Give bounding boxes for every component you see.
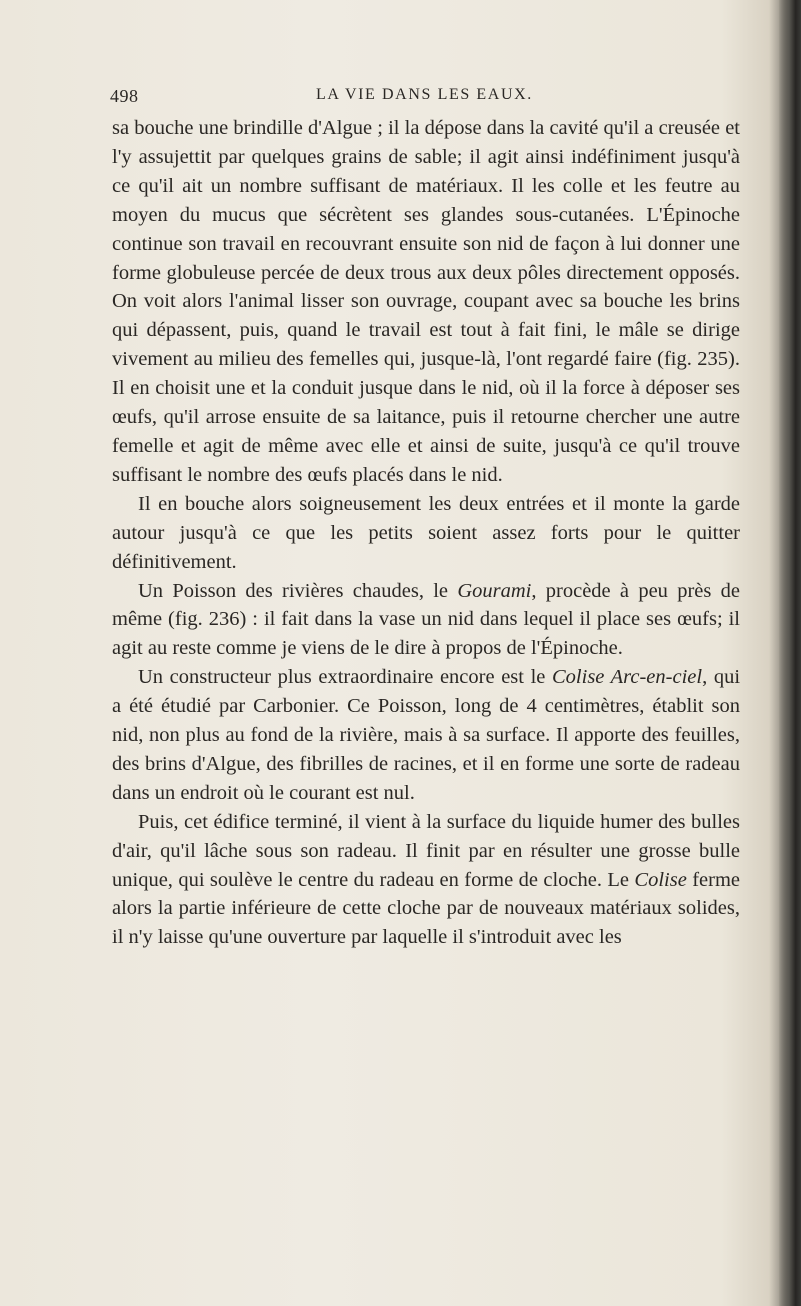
paragraph-text: , procède à peu près de même (fig. 236) : il fait dans la vase un nid dans lequel il place ses œufs; il agit au reste comme je viens de le dire à propos de l'Épinoche. xyxy=(112,579,740,660)
page-header xyxy=(0,86,801,110)
paragraph-3 xyxy=(112,577,740,664)
species-name-gourami: Gourami xyxy=(457,579,532,602)
page-number: 498 xyxy=(110,86,139,106)
paragraph-text: Un constructeur plus extraordinaire encore est le xyxy=(138,666,552,689)
paragraph-2 xyxy=(112,490,740,577)
running-title: LA VIE DANS LES EAUX. xyxy=(316,86,533,103)
body-text xyxy=(112,114,740,952)
paragraph-text: sa bouche une brindille d'Algue ; il la dépose dans la cavité qu'il a creusée et l'y assujettit par quelques grains de sable; il agit ainsi indéfiniment jusqu'à ce qu'il ait un nombre suffisant de matériaux. Il les colle et les feutre au moyen du mucus que sécrètent ses glandes sous-cutanées. L'Épinoche continue son travail en recouvrant ensuite son nid de façon à lui donner une forme globuleuse percée de deux trous aux deux pôles directement opposés. On voit alors l'animal lisser son ouvrage, coupant avec sa bouche les brins qui dépassent, puis, quand le travail est tout à fait fini, le mâle se dirige vivement au milieu des femelles qui, jusque-là, l'ont regardé faire (fig. 235). Il en choisit une et la conduit jusque dans le nid, où il la force à déposer ses œufs, qu'il arrose ensuite de sa laitance, puis il retourne chercher une autre femelle et agit de même avec elle et ainsi de suite, jusqu'à ce qu'il trouve suffisant le nombre des œufs placés dans le nid. xyxy=(112,117,740,486)
paragraph-1 xyxy=(112,114,740,490)
paragraph-4 xyxy=(112,663,740,808)
species-name-colise-arc-en-ciel: Colise Arc-en-ciel xyxy=(552,666,703,689)
paragraph-text: Un Poisson des rivières chaudes, le xyxy=(138,579,458,602)
paragraph-text: ferme alors la partie inférieure de cette cloche par de nouveaux matériaux solides, il n'y laisse qu'une ouverture par laquelle il s'introduit avec les xyxy=(112,868,741,949)
paragraph-text: Il en bouche alors soigneusement les deux entrées et il monte la garde autour jusqu'à ce que les petits soient assez forts pour le quitter définitivement. xyxy=(112,492,740,573)
book-spine-shadow xyxy=(779,0,801,1306)
paragraph-text: , qui a été étudié par Carbonier. Ce Poisson, long de 4 centimètres, établit son nid, non plus au fond de la rivière, mais à sa surface. Il apporte des feuilles, des brins d'Algue, des fibrilles de racines, et il en forme une sorte de radeau dans un endroit où le courant est nul. xyxy=(112,666,741,804)
paragraph-5 xyxy=(112,808,740,953)
species-name-colise: Colise xyxy=(634,868,687,891)
paragraph-text: Puis, cet édifice terminé, il vient à la surface du liquide humer des bulles d'air, qu'il lâche sous son radeau. Il finit par en résulter une grosse bulle unique, qui soulève le centre du radeau en forme de cloche. Le xyxy=(112,810,740,891)
